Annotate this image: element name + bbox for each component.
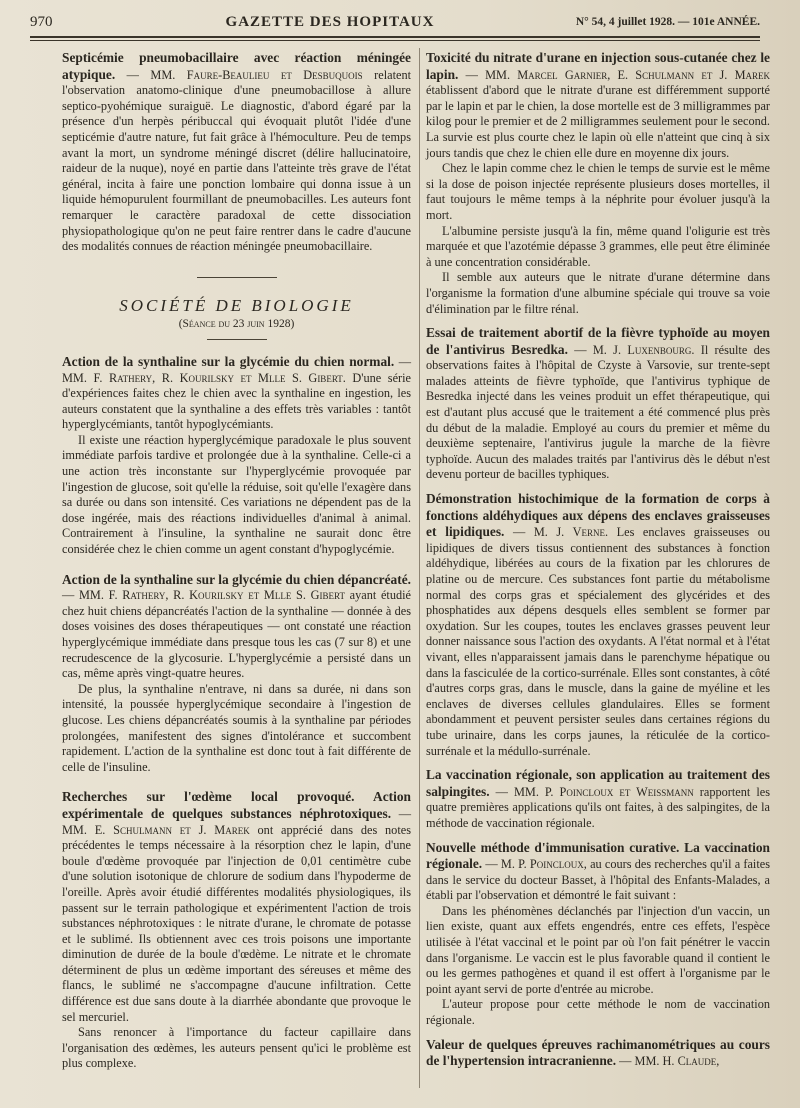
column-divider: [419, 48, 420, 1088]
article-paragraph: [62, 789, 411, 1025]
article-paragraph: Dans les phénomènes déclanchés par l'injection d'un vaccin, un lien existe, quant aux effets engendrés, entre ces effets, l'espèce utilisée à l'état vaccinal et le point par où l'on fait pénétrer le vaccin dans l'organisme. Le vaccin est le plus favorable quand il contient le ou les germes pathogènes et quand il est offert à l'organisme par le point ayant servi de porte d'entrée au microbe.: [426, 903, 770, 996]
section-title: SOCIÉTÉ DE BIOLOGIE: [119, 295, 354, 315]
article-authors: — MM. F. Rathery, R. Kourilsky et Mlle S. Gibert.: [62, 354, 412, 385]
article-paragraph: Chez le lapin comme chez le chien le temps de survie est le même si la dose de poison injectée représente plusieurs doses mortelles, il faut toujours le même temps à la néphrite pour évoluer jusqu'à la mort.: [426, 161, 770, 222]
article-authors: — MM. F. Rathery, R. Kourilsky et Mlle S. Gibert: [62, 588, 345, 603]
article-paragraph: [426, 50, 770, 161]
article-synthaline-normal: [62, 354, 411, 558]
article-title: Recherches sur l'œdème local provoqué. Action expérimentale de quelques substances néphrotoxiques.: [62, 789, 411, 821]
article-title: Toxicité du nitrate d'urane en injection sous-cutanée chez le lapin.: [426, 50, 770, 82]
article-paragraph: [426, 840, 770, 904]
page-header: [30, 8, 760, 36]
article-authors: — MM. H. Claude,: [619, 1054, 720, 1069]
article-rachimanometriques: [426, 1037, 770, 1070]
article-title: Action de la synthaline sur la glycémie du chien normal.: [62, 353, 395, 369]
section-date: (Séance du 23 juin 1928): [178, 318, 295, 331]
journal-title: GAZETTE DES HOPITAUX: [225, 13, 435, 30]
article-paragraph: [426, 767, 770, 831]
left-column: [62, 50, 411, 1072]
article-text: rapportent les quatre premières applications qu'ils ont faites, à des salpingites, de la méthode de vaccination régionale.: [426, 784, 771, 830]
article-paragraph: [426, 325, 770, 483]
article-paragraph: [426, 491, 770, 759]
page-number: 970: [30, 13, 53, 30]
article-fievre-typhoide: [426, 325, 770, 483]
article-authors: — MM. E. Schulmann et J. Marek: [62, 806, 411, 837]
article-title: Démonstration histochimique de la formation de corps à fonctions aldéhydiques aux dépens des enclaves graisseuses et lipidiques.: [426, 491, 770, 540]
article-authors: — MM. Faure-Beaulieu et Desbuquois: [126, 67, 363, 82]
article-paragraph: [62, 572, 411, 682]
article-text: au cours des recherches qu'il a faites dans le service du docteur Basset, à l'hôpital des Enfants-Malades, a établi par l'observation et démontré le fait suivant :: [426, 857, 771, 903]
article-title: Essai de traitement abortif de la fièvre typhoïde au moyen de l'antivirus Besredka.: [426, 325, 770, 357]
issue-info: N° 54, 4 juillet 1928. — 101e ANNÉE.: [575, 16, 760, 28]
article-text: ayant étudié chez huit chiens dépancréatés l'action de la synthaline — donnée à des doses voisines des doses thérapeutiques — ont constaté une réaction hyperglycémique immédiate dans presque tous les cas (7 sur 8) et une recrudescence de la glycosurie. L'hyperglycémie a persisté dans un cas, même après vingt-quatre heures.: [62, 588, 412, 681]
article-paragraph: Sans renoncer à l'importance du facteur capillaire dans l'organisation des œdèmes, les auteurs pensent qu'ici le problème est plus complexe.: [62, 1025, 411, 1071]
article-paragraph: Il semble aux auteurs que le nitrate d'urane détermine dans l'organisme la formation d'une albumine spéciale qui trouve sa voie d'élimination par le filtre rénal.: [426, 270, 770, 316]
article-text: D'une série d'expériences faites chez le chien avec la synthaline en ingestion, les auteurs constatent que la synthaline a des effets très variables : tantôt hyperglycémiants, tantôt hypoglycémiants.: [62, 370, 412, 432]
article-text: établissent d'abord que le nitrate d'urane est différemment supporté par le lapin et par le chien, la dose mortelle est de 3 milligrammes par kilog pour le premier et de 2 milligrammes seulement pour le second. La survie est plus courte chez le lapin où elle n'atteint que cinq à six jours tandis que chez le chien elle dure en moyenne dix jours.: [426, 83, 770, 160]
article-paragraph: Il existe une réaction hyperglycémique paradoxale le plus souvent immédiate parfois tardive et prolongée due à la synthaline. Celle-ci a une action très inconstante sur l'hyperglycémie provoquée par l'ingestion de glucose, soit qu'elle la réduise, soit qu'elle l'exagère dans sa durée ou dans son intensité. Ces variations ne dépendent pas de la dose ingérée, mais des réactions individuelles d'animal à animal. Contrairement à l'insuline, la synthaline ne saurait donc être considérée chez le chien comme un agent constant d'hypoglycémie.: [62, 432, 411, 557]
separator-rule: [197, 277, 277, 278]
article-vaccination-salpingites: [426, 767, 770, 831]
article-authors: — M. P. Poincloux,: [485, 857, 587, 872]
article-title: Septicémie pneumobacillaire avec réaction méningée atypique.: [62, 50, 411, 82]
article-paragraph: [62, 50, 411, 255]
article-septicemie: [62, 50, 411, 255]
article-immunisation-curative: [426, 840, 770, 1029]
article-title: Valeur de quelques épreuves rachimanométriques au cours de l'hypertension intracranienne.: [426, 1036, 770, 1069]
article-text: relatent l'observation anatomo-clinique d'une pneumobacillose à allure septico-pyohémique suraiguë. Le diagnostic, d'abord égaré par la présence d'un herpès péribuccal qui évoquait plutôt l'idée d'une septicémie d'autre nature, fut fait grâce à l'hémoculture. Peu de temps avant la mort, un syndrome méningé discret (délire hallucinatoire, raideur de la nuque), noyé en partie dans l'atteinte très grave de l'état général, incita à faire une ponction lombaire qui donna issue à un liquide hémopurulent fourmillant de pneumobacilles. Les auteurs font remarquer le caractère paradoxal de cette dissociation physiopathologique qu'on ne peut faire rentrer dans le cadre d'aucune des modalités connues de réaction méningée pneumobacillaire.: [62, 67, 412, 254]
article-nitrate-urane: [426, 50, 770, 317]
article-text: Il résulte des observations faites à l'hôpital de Czyste à Varsovie, sur trente-sept malades atteints de fièvre typhoïde, que l'antivirus typhique de Besredka injecté dans les veines produit un effet thérapeutique, qui est d'autant plus accusé que le traitement a été commencé plus près du début de la maladie. Employé au cours du premier et même du deuxième septenaire, l'antivirus jugule la marche de la fièvre typhoïde. Aucun des malades traités par l'antivirus dès le début n'est devenu porteur de bacilles typhiques.: [426, 342, 770, 482]
article-paragraph: [62, 354, 411, 433]
article-paragraph: L'albumine persiste jusqu'à la fin, même quand l'oligurie est très marquée et que l'azotémie dépasse 3 grammes, elle peut être éliminée à une concentration considérable.: [426, 223, 770, 269]
article-histochimique: [426, 491, 770, 759]
article-text: Les enclaves graisseuses ou lipidiques de divers tissus contiennent des substances à fonction aldéhydique, libérées au cours de la fixation par les chlorures de platine ou de mercure. Ces substances font partie du métabolisme normal des corps gras et spécialement des glycérides et des phosphatides aux dépens desquels elles semblent se former par oxydation. Sur les coupes, toutes les enclaves grasses peuvent leur donner naissance sous l'action des oxydants. A l'état normal et à l'état vivant, elles n'apparaissent jamais dans le parenchyme hépatique ou dans la fasciculée de la cortico-surrénale. Elles sont constantes, à côté d'autres corps gras, dans le muscle, dans la gaine de myéline et les enclaves de diverses cellules glandulaires. Elles se forment abondamment et peuvent persister seules dans certaines régions du tube urinaire, dans les corps jaunes, la réticulée de la cortico-surrénale et la médullo-surrénale.: [426, 525, 770, 758]
article-paragraph: De plus, la synthaline n'entrave, ni dans sa durée, ni dans son intensité, la poussée hyperglycémique secondaire à l'ingestion de glucose. Les chiens dépancréatés soumis à la synthaline par périodes prolongées, manifestent des signes d'intolérance et succombent rapidement. L'action de la synthaline est donc tout à fait différente de celle de l'insuline.: [62, 681, 411, 774]
article-title: La vaccination régionale, son application au traitement des salpingites.: [426, 767, 770, 799]
article-title: Action de la synthaline sur la glycémie du chien dépancréaté.: [62, 571, 411, 587]
article-authors: — M. J. Verne.: [512, 525, 609, 540]
article-title: Nouvelle méthode d'immunisation curative. La vaccination régionale.: [426, 839, 770, 872]
article-synthaline-depancreate: [62, 572, 411, 776]
header-rule-thin: [30, 40, 760, 41]
right-column: [426, 50, 770, 1070]
header-rule: [30, 36, 760, 38]
article-authors: — MM. Marcel Garnier, E. Schulmann et J. Marek: [465, 67, 771, 82]
article-authors: — MM. P. Poincloux et Weissmann: [495, 784, 694, 799]
article-paragraph: L'auteur propose pour cette méthode le nom de vaccination régionale.: [426, 997, 770, 1028]
separator-rule: [207, 339, 267, 340]
article-oedeme: [62, 789, 411, 1072]
article-authors: — M. J. Luxenbourg.: [574, 342, 695, 357]
article-text: ont apprécié dans des notes précédentes le temps nécessaire à la résorption chez le lapin, d'une boule d'œdème provoquée par l'injection de 0,01 centimètre cube d'une solution isotonique de chlorure de sodium dans l'hypoderme de l'oreille. Après avoir étudié différentes modalités physiologiques, ils passent sur le terrain pathologique et expérimentent l'action de trois substances néphrotoxiques : le nitrate d'urane, le chromate de potasse et le sublimé. Ils obtiennent avec ces trois poisons une importante diminution de durée de la boule d'œdème. Le nitrate et le chromate déterminent de plus un œdème important des séreuses et même des flancs, le sublimé ne s'accompagne d'aucune infiltration. Cette différence est due sans doute à la diarrhée abondante que provoque le sel mercuriel.: [62, 822, 411, 1024]
article-paragraph: [426, 1037, 770, 1070]
